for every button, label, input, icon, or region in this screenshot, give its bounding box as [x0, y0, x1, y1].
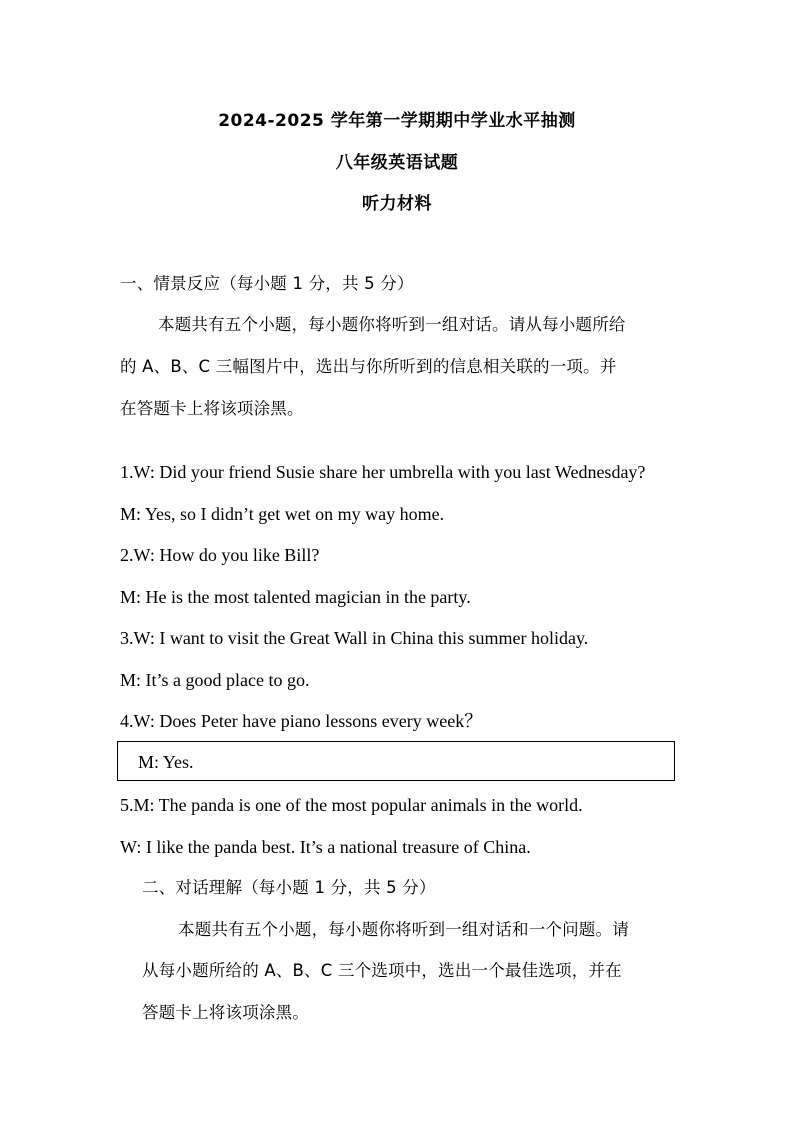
section2-instruction: 本题共有五个小题，每小题你将听到一组对话和一个问题。请 [178, 920, 629, 939]
section1-instruction: 的 A、B、C 三幅图片中，选出与你所听到的信息相关联的一项。并 [120, 357, 617, 376]
dialogue-line: M: Yes, so I didn’t get wet on my way home. [120, 504, 445, 524]
section1-instruction: 在答题卡上将该项涂黑。 [120, 399, 304, 418]
dialogue-line: 4.W: Does Peter have piano lessons every week？ [120, 711, 483, 731]
dialogue-line: W: I like the panda best. It’s a national treasure of China. [120, 837, 531, 857]
exam-title: 2024-2025 学年第一学期期中学业水平抽测 [218, 111, 576, 131]
section2-instruction: 从每小题所给的 A、B、C 三个选项中，选出一个最佳选项，并在 [142, 961, 622, 980]
exam-subtitle: 八年级英语试题 [335, 153, 459, 173]
section2-heading: 二、对话理解（每小题 1 分，共 5 分） [142, 878, 436, 897]
section2-instruction: 答题卡上将该项涂黑。 [142, 1003, 309, 1022]
dialogue-line: 3.W: I want to visit the Great Wall in China this summer holiday. [120, 628, 589, 648]
highlighted-box [117, 741, 675, 781]
dialogue-line: M: It’s a good place to go. [120, 670, 310, 690]
dialogue-line: 1.W: Did your friend Susie share her umbrella with you last Wednesday? [120, 462, 646, 482]
dialogue-line: M: Yes. [138, 752, 194, 772]
section1-heading: 一、情景反应（每小题 1 分，共 5 分） [120, 274, 414, 293]
listening-material-title: 听力材料 [362, 194, 432, 214]
section1-instruction: 本题共有五个小题，每小题你将听到一组对话。请从每小题所给 [158, 315, 626, 334]
dialogue-line: M: He is the most talented magician in the party. [120, 587, 471, 607]
dialogue-line: 2.W: How do you like Bill? [120, 545, 320, 565]
dialogue-line: 5.M: The panda is one of the most popular animals in the world. [120, 795, 583, 815]
